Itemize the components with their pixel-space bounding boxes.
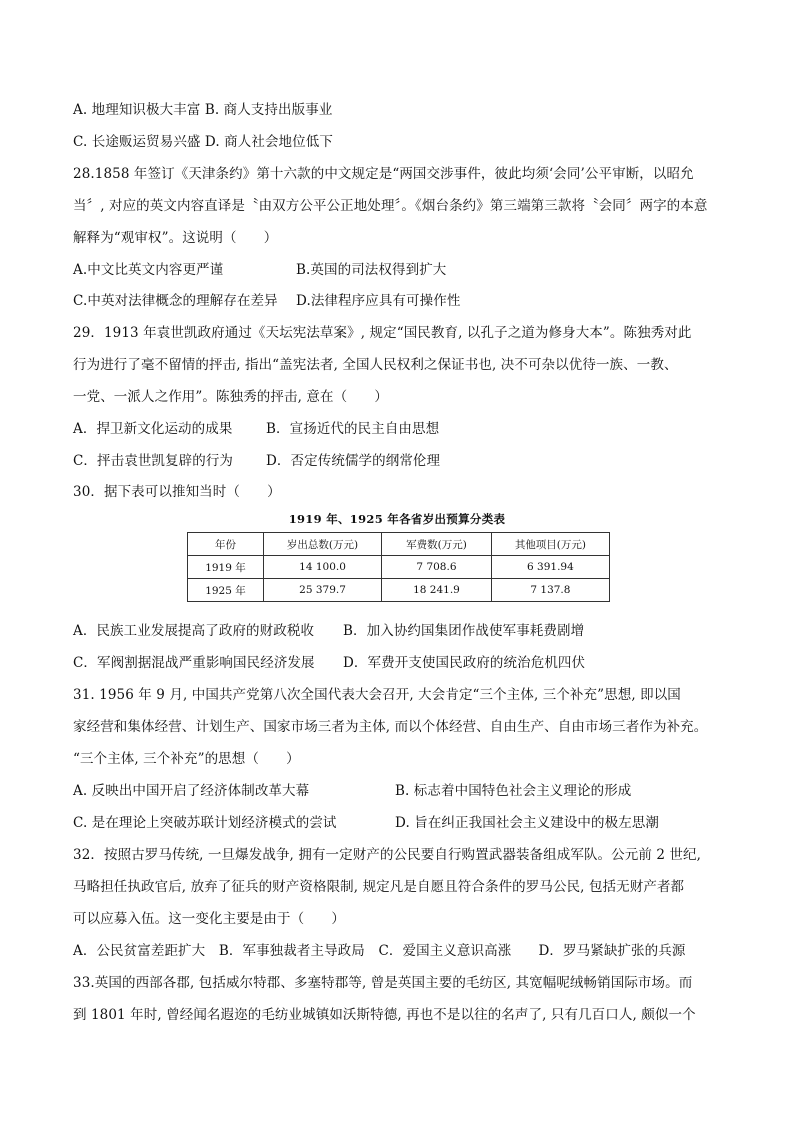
q28-stem-line-2: 当〞, 对应的英文内容直译是〝由双方公平公正地处理〞。《烟台条约》第三端第三款将〝会同〞两字的本意	[73, 198, 708, 214]
q29-stem-line-3: 一党、一派人之作用”。陈独秀的抨击, 意在（ ）	[73, 389, 388, 405]
q30-option-a: A．民族工业发展提高了政府的财政税收	[73, 623, 315, 639]
q29-stem-line-1: 29．1913 年袁世凯政府通过《天坛宪法草案》, 规定“国民教育, 以孔子之道为修身大本”。陈独秀对此	[73, 325, 692, 341]
q29-option-d: D．否定传统儒学的纲常伦理	[266, 453, 441, 469]
table-cell: 25 379.7	[263, 579, 381, 602]
q28-option-b: B.英国的司法权得到扩大	[296, 262, 447, 278]
q32-stem-line-1: 32．按照古罗马传统, 一旦爆发战争, 拥有一定财产的公民要自行购置武器装备组成军队。公元前 2 世纪,	[73, 847, 702, 863]
q29-option-b: B．宣扬近代的民主自由思想	[266, 421, 440, 437]
q29-stem-line-2: 行为进行了毫不留情的抨击, 指出“盖宪法者, 全国人民权利之保证书也, 决不可杂以优待一族、一教、	[73, 357, 678, 373]
table-cell: 14 100.0	[263, 556, 381, 579]
q27-options-row-2: C. 长途贩运贸易兴盛 D. 商人社会地位低下	[73, 134, 333, 150]
q31-option-b: B. 标志着中国特色社会主义理论的形成	[395, 783, 632, 799]
q31-option-a: A. 反映出中国开启了经济体制改革大幕	[73, 783, 310, 799]
q31-stem-line-3: “三个主体, 三个补充”的思想（ ）	[73, 751, 300, 767]
q28-stem-line-1: 28.1858 年签订《天津条约》第十六款的中文规定是“两国交涉事件，彼此均须‘会同’公平审断，以昭允	[73, 166, 694, 182]
table-cell: 7 137.8	[491, 579, 609, 602]
table-cell: 7 708.6	[382, 556, 492, 579]
table-cell: 18 241.9	[382, 579, 492, 602]
table-header-total: 岁出总数(万元)	[263, 533, 381, 556]
q28-option-d: D.法律程序应具有可操作性	[296, 293, 461, 309]
q30-stem: 30．据下表可以推知当时（ ）	[73, 484, 281, 500]
q32-stem-line-3: 可以应募入伍。这一变化主要是由于（ ）	[73, 911, 345, 927]
q29-option-a: A．捍卫新文化运动的成果	[73, 421, 233, 437]
q30-option-c: C．军阀割据混战严重影响国民经济发展	[73, 655, 315, 671]
table-header-year: 年份	[188, 533, 264, 556]
q33-stem-line-1: 33.英国的西部各郡, 包括威尔特郡、多塞特郡等, 曾是英国主要的毛纺区, 其宽幅呢绒畅销国际市场。而	[73, 975, 693, 991]
table-header-row	[188, 533, 610, 556]
q31-option-c: C. 是在理论上突破苏联计划经济模式的尝试	[73, 815, 337, 831]
table-cell: 1925 年	[188, 579, 264, 602]
q28-option-c: C.中英对法律概念的理解存在差异	[73, 293, 278, 309]
table-row	[188, 556, 610, 579]
q29-option-c: C．抨击袁世凯复辟的行为	[73, 453, 234, 469]
table-title: 1919 年、1925 年各省岁出预算分类表	[288, 512, 506, 526]
table-header-other: 其他项目(万元)	[491, 533, 609, 556]
table-cell: 1919 年	[188, 556, 264, 579]
q28-option-a: A.中文比英文内容更严谨	[73, 262, 224, 278]
budget-table	[187, 532, 610, 602]
q31-option-d: D. 旨在纠正我国社会主义建设中的极左思潮	[395, 815, 660, 831]
q31-stem-line-2: 家经营和集体经营、计划生产、国家市场三者为主体, 而以个体经营、自由生产、自由市场三者作为补充。	[73, 719, 708, 735]
q30-option-d: D．军费开支使国民政府的统治危机四伏	[343, 655, 586, 671]
table-cell: 6 391.94	[491, 556, 609, 579]
q32-options: A．公民贫富差距扩大 B．军事独裁者主导政局 C．爱国主义意识高涨 D．罗马紧缺扩张的兵源	[73, 943, 686, 959]
q27-options-row-1: A. 地理知识极大丰富 B. 商人支持出版事业	[73, 102, 333, 118]
q31-stem-line-1: 31. 1956 年 9 月, 中国共产党第八次全国代表大会召开, 大会肯定“三个主体, 三个补充”思想, 即以国	[73, 687, 681, 703]
q30-option-b: B．加入协约国集团作战使军事耗费剧增	[343, 623, 585, 639]
q33-stem-line-2: 到 1801 年时, 曾经闻名遐迩的毛纺业城镇如沃斯特德, 再也不是以往的名声了, 只有几百口人, 颇似一个	[73, 1007, 696, 1023]
table-header-military: 军费数(万元)	[382, 533, 492, 556]
q28-stem-line-3: 解释为“观审权”。这说明（ ）	[73, 230, 278, 246]
table-row	[188, 579, 610, 602]
q32-stem-line-2: 马略担任执政官后, 放弃了征兵的财产资格限制, 规定凡是自愿且符合条件的罗马公民, 包括无财产者都	[73, 879, 685, 895]
